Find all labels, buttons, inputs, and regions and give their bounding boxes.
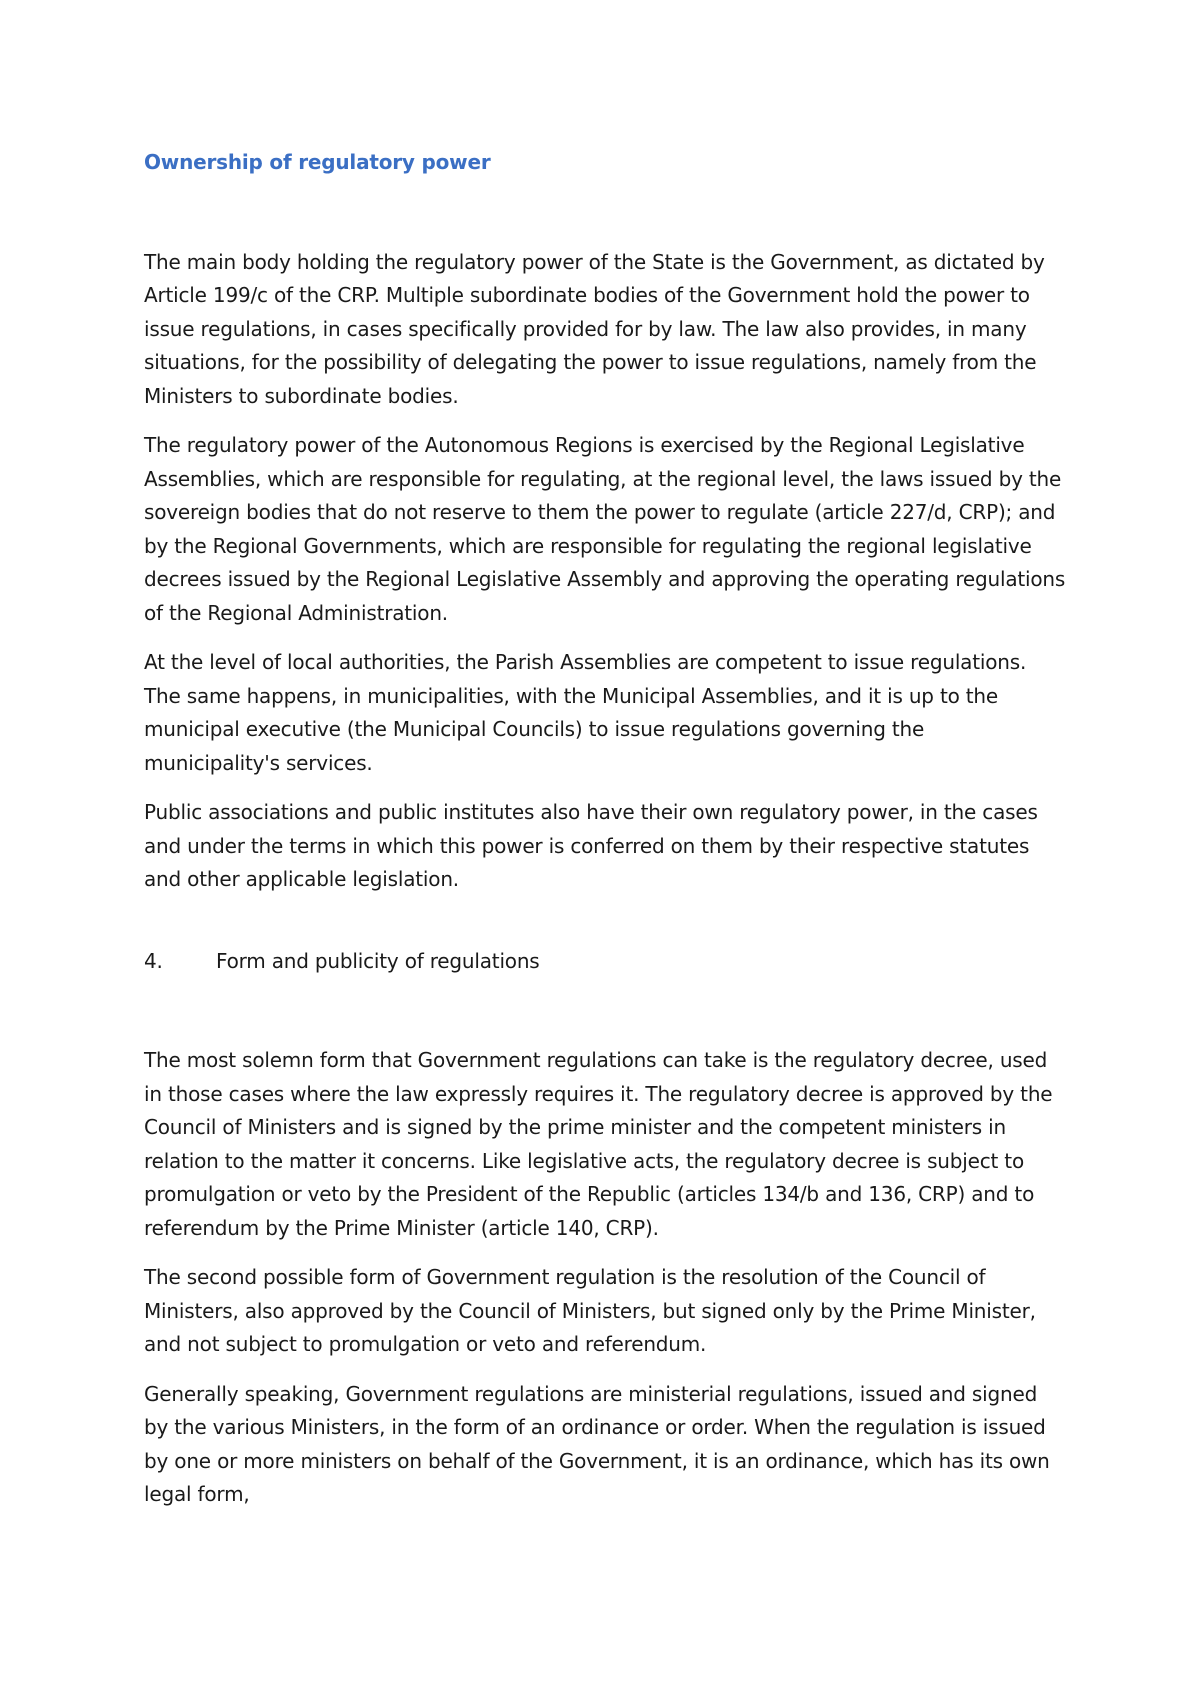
- paragraph: The main body holding the regulatory power of the State is the Government, as dictated by Article 199/c of the CRP. Multiple subordinate bodies of the Government hold the power to issue regulations, in cases specifically provided for by law. The law also provides, in many situations, for the possibility of delegating the power to issue regulations, namely from the Ministers to subordinate bodies.: [144, 249, 1045, 408]
- section-number: 4.: [144, 948, 163, 973]
- paragraph: The regulatory power of the Autonomous Regions is exercised by the Regional Legislative Assemblies, which are responsible for regulating, at the regional level, the laws issued by the sovereign bodies that do not reserve to them the power to regulate (article 227/d, CRP); and by the Regional Governments, which are responsible for regulating the regional legislative decrees issued by the Regional Legislative Assembly and approving the operating regulations of the Regional Administration.: [144, 433, 1066, 625]
- section-heading: Ownership of regulatory power: [144, 150, 491, 174]
- paragraph: At the level of local authorities, the Parish Assemblies are competent to issue regulations. The same happens, in municipalities, with the Municipal Assemblies, and it is up to the municipal executive (the Municipal Councils) to issue regulations governing the municipality's services.: [144, 650, 1027, 775]
- spacer: [144, 978, 1066, 1044]
- numbered-section-title: [144, 945, 1066, 979]
- document-body: [144, 146, 1066, 1528]
- paragraph: The most solemn form that Government regulations can take is the regulatory decree, used in those cases where the law expressly requires it. The regulatory decree is approved by the Council of Ministers and is signed by the prime minister and the competent ministers in relation to the matter it concerns. Like legislative acts, the regulatory decree is subject to promulgation or veto by the President of the Republic (articles 134/b and 136, CRP) and to referendum by the Prime Minister (article 140, CRP).: [144, 1048, 1053, 1240]
- paragraph: Public associations and public institutes also have their own regulatory power, in the cases and under the terms in which this power is conferred on them by their respective statutes and other applicable legislation.: [144, 800, 1038, 891]
- spacer: [144, 913, 1066, 945]
- section-title: Form and publicity of regulations: [216, 948, 540, 973]
- spacer: [144, 180, 1066, 246]
- paragraph: The second possible form of Government regulation is the resolution of the Council of Ministers, also approved by the Council of Ministers, but signed only by the Prime Minister, and not subject to promulgation or veto and referendum.: [144, 1265, 1036, 1356]
- paragraph: Generally speaking, Government regulations are ministerial regulations, issued and signed by the various Ministers, in the form of an ordinance or order. When the regulation is issued by one or more ministers on behalf of the Government, it is an ordinance, which has its own legal form,: [144, 1381, 1050, 1506]
